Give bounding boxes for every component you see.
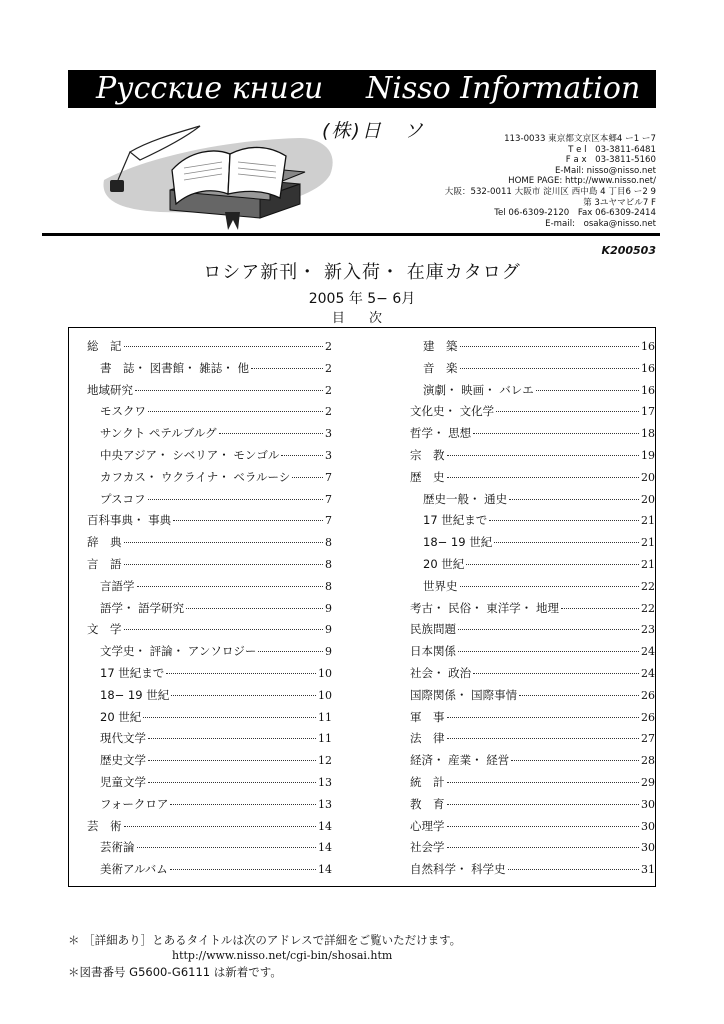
toc-leader-dots: [137, 847, 317, 848]
contact-line: 113-0033 東京都文京区本郷4 ー1 ー7: [504, 134, 656, 144]
toc-leader-dots: [219, 433, 323, 434]
toc-leader-dots: [447, 738, 640, 739]
toc-entry-page: 11: [318, 732, 332, 746]
toc-leader-dots: [135, 390, 323, 391]
toc-entry-label: 教 育: [410, 796, 445, 811]
toc-entry: [87, 643, 332, 665]
toc-entry: [410, 818, 655, 840]
toc-entry: [87, 774, 332, 796]
toc-entry-label: 心理学: [410, 818, 445, 833]
toc-entry: [410, 403, 655, 425]
toc-leader-dots: [137, 586, 324, 587]
toc-heading: 目 次: [331, 311, 393, 326]
toc-entry: [410, 709, 655, 731]
header-banner: [68, 70, 656, 108]
toc-entry-page: 12: [318, 754, 332, 768]
banner-russian-title: Русские книги: [96, 71, 324, 106]
toc-leader-dots: [166, 673, 316, 674]
toc-entry-page: 30: [641, 797, 655, 811]
toc-entry-label: 語学・ 語学研究: [100, 600, 185, 615]
toc-leader-dots: [124, 564, 324, 565]
toc-leader-dots: [148, 411, 323, 412]
toc-leader-dots: [292, 477, 323, 478]
toc-leader-dots: [281, 455, 323, 456]
toc-leader-dots: [148, 499, 323, 500]
toc-entry-label: 芸術論: [100, 840, 135, 855]
toc-leader-dots: [447, 477, 640, 478]
toc-entry-label: フォークロア: [100, 796, 169, 811]
toc-entry: [87, 818, 332, 840]
toc-entry-label: 建 築: [423, 339, 458, 353]
contact-line: Tel 06-6309-2120 Fax 06-6309-2414: [494, 208, 656, 219]
toc-leader-dots: [124, 826, 317, 827]
toc-leader-dots: [148, 760, 316, 761]
footer-note-new-items: ＊図書番号 G5600-G6111 は新着です。: [68, 965, 282, 979]
toc-entry-label: 中央アジア・ シベリア・ モンゴル: [100, 447, 280, 462]
toc-entry-page: 7: [325, 492, 332, 506]
toc-leader-dots: [186, 608, 323, 609]
toc-entry: [87, 403, 332, 425]
toc-entry: [410, 447, 655, 469]
toc-entry: [87, 796, 332, 818]
toc-entry: [87, 534, 332, 556]
toc-entry-label: 法 律: [410, 731, 445, 746]
toc-entry: [87, 447, 332, 469]
toc-leader-dots: [143, 717, 316, 718]
toc-entry-label: 自然科学・ 科学史: [410, 862, 506, 877]
toc-entry-label: モスクワ: [100, 404, 146, 419]
toc-entry: [87, 556, 332, 578]
toc-entry-label: 歴史文学: [100, 753, 146, 768]
toc-entry-page: 14: [318, 819, 332, 833]
toc-entry-page: 28: [641, 754, 655, 768]
toc-leader-dots: [170, 804, 316, 805]
toc-entry-page: 21: [641, 514, 655, 528]
toc-entry-label: 演劇・ 映画・ バレエ: [423, 382, 534, 397]
toc-entry: [410, 643, 655, 665]
toc-entry-label: 経済・ 産業・ 経営: [410, 753, 510, 768]
toc-entry-label: 民族問題: [410, 622, 456, 637]
toc-leader-dots: [173, 520, 323, 521]
toc-entry-label: 18− 19 世紀: [100, 687, 170, 702]
toc-entry-label: 言 語: [87, 556, 122, 571]
toc-leader-dots: [511, 760, 639, 761]
toc-leader-dots: [447, 717, 640, 718]
toc-entry-label: 考古・ 民俗・ 東洋学・ 地理: [410, 600, 559, 615]
footer-note-detail: ＊ ［詳細あり］とあるタイトルは次のアドレスで詳細をご覧いただけます。: [68, 933, 462, 947]
toc-leader-dots: [473, 433, 639, 434]
toc-leader-dots: [148, 738, 316, 739]
toc-entry-label: カフカス・ ウクライナ・ ベラルーシ: [100, 469, 291, 484]
toc-entry-page: 24: [641, 666, 655, 680]
toc-entry-label: 歴史一般・ 通史: [423, 491, 508, 506]
toc-leader-dots: [519, 695, 639, 696]
toc-entry: [410, 687, 655, 709]
toc-entry: [87, 839, 332, 861]
toc-entry: [410, 382, 655, 404]
toc-entry-page: 16: [641, 361, 655, 375]
toc-entry-page: 2: [325, 361, 332, 375]
toc-leader-dots: [148, 782, 316, 783]
contact-line: 第 3ユヤマビル7 F: [583, 197, 656, 208]
toc-leader-dots: [458, 651, 639, 652]
toc-leader-dots: [460, 586, 640, 587]
toc-entry: [410, 600, 655, 622]
toc-entry-page: 16: [641, 383, 655, 397]
toc-entry-page: 2: [325, 383, 332, 397]
toc-entry-label: 日本関係: [410, 644, 456, 659]
toc-entry-page: 20: [641, 470, 655, 484]
toc-leader-dots: [171, 695, 316, 696]
toc-entry: [410, 861, 655, 883]
toc-entry: [87, 730, 332, 752]
toc-entry-page: 19: [641, 448, 655, 462]
toc-leader-dots: [508, 869, 639, 870]
toc-entry: [87, 600, 332, 622]
toc-entry-page: 8: [325, 536, 332, 550]
toc-entry-label: 美術アルバム: [100, 862, 168, 877]
toc-entry-page: 26: [641, 688, 655, 702]
toc-entry: [410, 338, 655, 360]
toc-right-column: [410, 338, 655, 883]
toc-entry: [410, 425, 655, 447]
toc-entry-page: 27: [641, 732, 655, 746]
toc-entry-label: 軍 事: [410, 709, 445, 724]
toc-leader-dots: [460, 346, 640, 347]
toc-entry-page: 3: [325, 448, 332, 462]
toc-leader-dots: [170, 869, 316, 870]
toc-entry-label: 20 世紀: [423, 556, 465, 571]
toc-leader-dots: [124, 346, 324, 347]
toc-entry: [410, 839, 655, 861]
toc-entry: [87, 512, 332, 534]
toc-entry-label: 歴 史: [410, 469, 445, 484]
toc-entry: [87, 338, 332, 360]
toc-leader-dots: [447, 455, 640, 456]
toc-entry: [87, 360, 332, 382]
toc-entry-label: 児童文学: [100, 774, 146, 789]
toc-entry-page: 9: [325, 601, 332, 615]
contact-line: F a x 03-3811-5160: [565, 155, 656, 166]
toc-leader-dots: [509, 499, 639, 500]
toc-entry-page: 11: [318, 710, 332, 724]
toc-leader-dots: [489, 520, 639, 521]
toc-entry-page: 29: [641, 775, 655, 789]
toc-entry-page: 13: [318, 797, 332, 811]
toc-entry: [87, 491, 332, 513]
toc-entry-page: 2: [325, 405, 332, 419]
toc-entry-label: 国際関係・ 国際事情: [410, 687, 518, 702]
toc-entry-page: 13: [318, 775, 332, 789]
toc-leader-dots: [494, 542, 639, 543]
toc-entry-label: 芸 術: [87, 818, 122, 833]
toc-entry: [87, 709, 332, 731]
toc-leader-dots: [496, 411, 639, 412]
toc-entry: [410, 730, 655, 752]
toc-entry-label: 音 楽: [423, 360, 458, 375]
toc-entry-label: 文学史・ 評論・ アンソロジー: [100, 644, 257, 659]
toc-leader-dots: [473, 673, 639, 674]
toc-entry-label: プスコフ: [100, 491, 146, 506]
toc-entry: [87, 665, 332, 687]
toc-entry-label: 統 計: [410, 774, 445, 789]
toc-entry: [87, 578, 332, 600]
toc-leader-dots: [458, 629, 639, 630]
toc-entry-label: サンクト ペテルブルグ: [100, 426, 217, 441]
toc-entry: [410, 578, 655, 600]
toc-entry-page: 16: [641, 340, 655, 353]
toc-entry: [410, 491, 655, 513]
catalog-date: 2005 年 5− 6月: [308, 291, 416, 307]
toc-entry-page: 24: [641, 645, 655, 659]
toc-leader-dots: [251, 368, 323, 369]
toc-entry-page: 3: [325, 427, 332, 441]
catalog-title: ロシア新刊・ 新入荷・ 在庫カタログ: [203, 262, 521, 283]
contact-line: E-Mail: nisso@nisso.net: [555, 165, 656, 176]
toc-leader-dots: [447, 826, 640, 827]
toc-entry: [410, 665, 655, 687]
contact-line: HOME PAGE: http://www.nisso.net/: [508, 176, 656, 187]
toc-entry-label: 文化史・ 文化学: [410, 404, 495, 419]
toc-entry-label: 現代文学: [100, 731, 146, 746]
toc-entry-page: 7: [325, 514, 332, 528]
toc-leader-dots: [447, 804, 640, 805]
toc-entry-label: 百科事典・ 事典: [87, 513, 172, 528]
toc-entry-page: 21: [641, 536, 655, 550]
toc-entry: [410, 774, 655, 796]
toc-entry: [410, 752, 655, 774]
toc-entry-page: 23: [641, 623, 655, 637]
toc-entry-page: 7: [325, 470, 332, 484]
toc-leader-dots: [466, 564, 639, 565]
toc-entry-page: 10: [318, 688, 332, 702]
toc-entry-page: 30: [641, 841, 655, 855]
toc-entry: [410, 796, 655, 818]
footer-url-link[interactable]: http://www.nisso.net/cgi-bin/shosai.htm: [172, 949, 393, 962]
toc-entry-label: 文 学: [87, 622, 122, 637]
toc-entry-label: 言語学: [100, 578, 135, 593]
toc-entry: [87, 861, 332, 883]
contact-line: E-mail: osaka@nisso.net: [545, 218, 656, 229]
toc-leader-dots: [258, 651, 323, 652]
toc-entry-page: 8: [325, 579, 332, 593]
toc-leader-dots: [561, 608, 639, 609]
toc-entry: [410, 621, 655, 643]
toc-leader-dots: [536, 390, 639, 391]
toc-entry: [87, 382, 332, 404]
toc-entry: [410, 360, 655, 382]
toc-entry: [87, 752, 332, 774]
toc-entry-label: 20 世紀: [100, 709, 142, 724]
toc-leader-dots: [447, 847, 640, 848]
toc-entry: [87, 687, 332, 709]
toc-entry-label: 地域研究: [87, 382, 133, 397]
toc-entry-label: 17 世紀まで: [423, 513, 488, 528]
toc-leader-dots: [460, 368, 640, 369]
catalog-code: K200503: [601, 244, 656, 257]
toc-leader-dots: [447, 782, 640, 783]
toc-leader-dots: [124, 629, 324, 630]
toc-entry-page: 9: [325, 645, 332, 659]
toc-entry: [87, 425, 332, 447]
toc-entry-page: 14: [318, 841, 332, 855]
toc-entry-label: 世界史: [423, 578, 458, 593]
toc-entry-label: 宗 教: [410, 447, 445, 462]
toc-entry-label: 17 世紀まで: [100, 665, 165, 680]
banner-english-title: Nisso Information: [366, 71, 641, 106]
header-divider: [42, 233, 660, 236]
contact-line: 大阪：532-0011 大阪市 淀川区 西中島 4 丁目6 ー2 9: [444, 186, 656, 197]
toc-left-column: [87, 338, 332, 883]
toc-entry-label: 哲学・ 思想: [410, 426, 472, 441]
toc-entry-label: 社会・ 政治: [410, 665, 472, 680]
toc-entry: [410, 469, 655, 491]
toc-entry: [87, 621, 332, 643]
toc-entry-page: 17: [641, 405, 655, 419]
toc-entry-page: 8: [325, 557, 332, 571]
toc-entry-page: 21: [641, 557, 655, 571]
toc-entry-label: 18− 19 世紀: [423, 535, 493, 550]
toc-entry-label: 書 誌・ 図書館・ 雑誌・ 他: [100, 360, 249, 375]
contact-line: T e l 03-3811-6481: [568, 144, 656, 155]
toc-entry-page: 22: [641, 579, 655, 593]
company-name: (株)日 ソ: [322, 120, 425, 142]
toc-entry-page: 14: [318, 863, 332, 877]
footer-notes: [68, 932, 461, 980]
toc-entry-page: 30: [641, 819, 655, 833]
toc-leader-dots: [124, 542, 324, 543]
toc-entry-page: 18: [641, 427, 655, 441]
toc-entry: [410, 534, 655, 556]
contact-block: [445, 134, 656, 229]
toc-entry-label: 総 記: [87, 339, 122, 353]
toc-entry-page: 22: [641, 601, 655, 615]
toc-entry: [410, 556, 655, 578]
toc-entry-page: 31: [641, 863, 655, 877]
toc-entry-page: 20: [641, 492, 655, 506]
toc-entry-label: 辞 典: [87, 535, 122, 550]
toc-entry: [87, 469, 332, 491]
toc-entry-page: 26: [641, 710, 655, 724]
toc-entry-page: 9: [325, 623, 332, 637]
toc-entry-page: 2: [325, 340, 332, 353]
toc-entry-page: 10: [318, 666, 332, 680]
toc-entry-label: 社会学: [410, 840, 445, 855]
toc-entry: [410, 512, 655, 534]
